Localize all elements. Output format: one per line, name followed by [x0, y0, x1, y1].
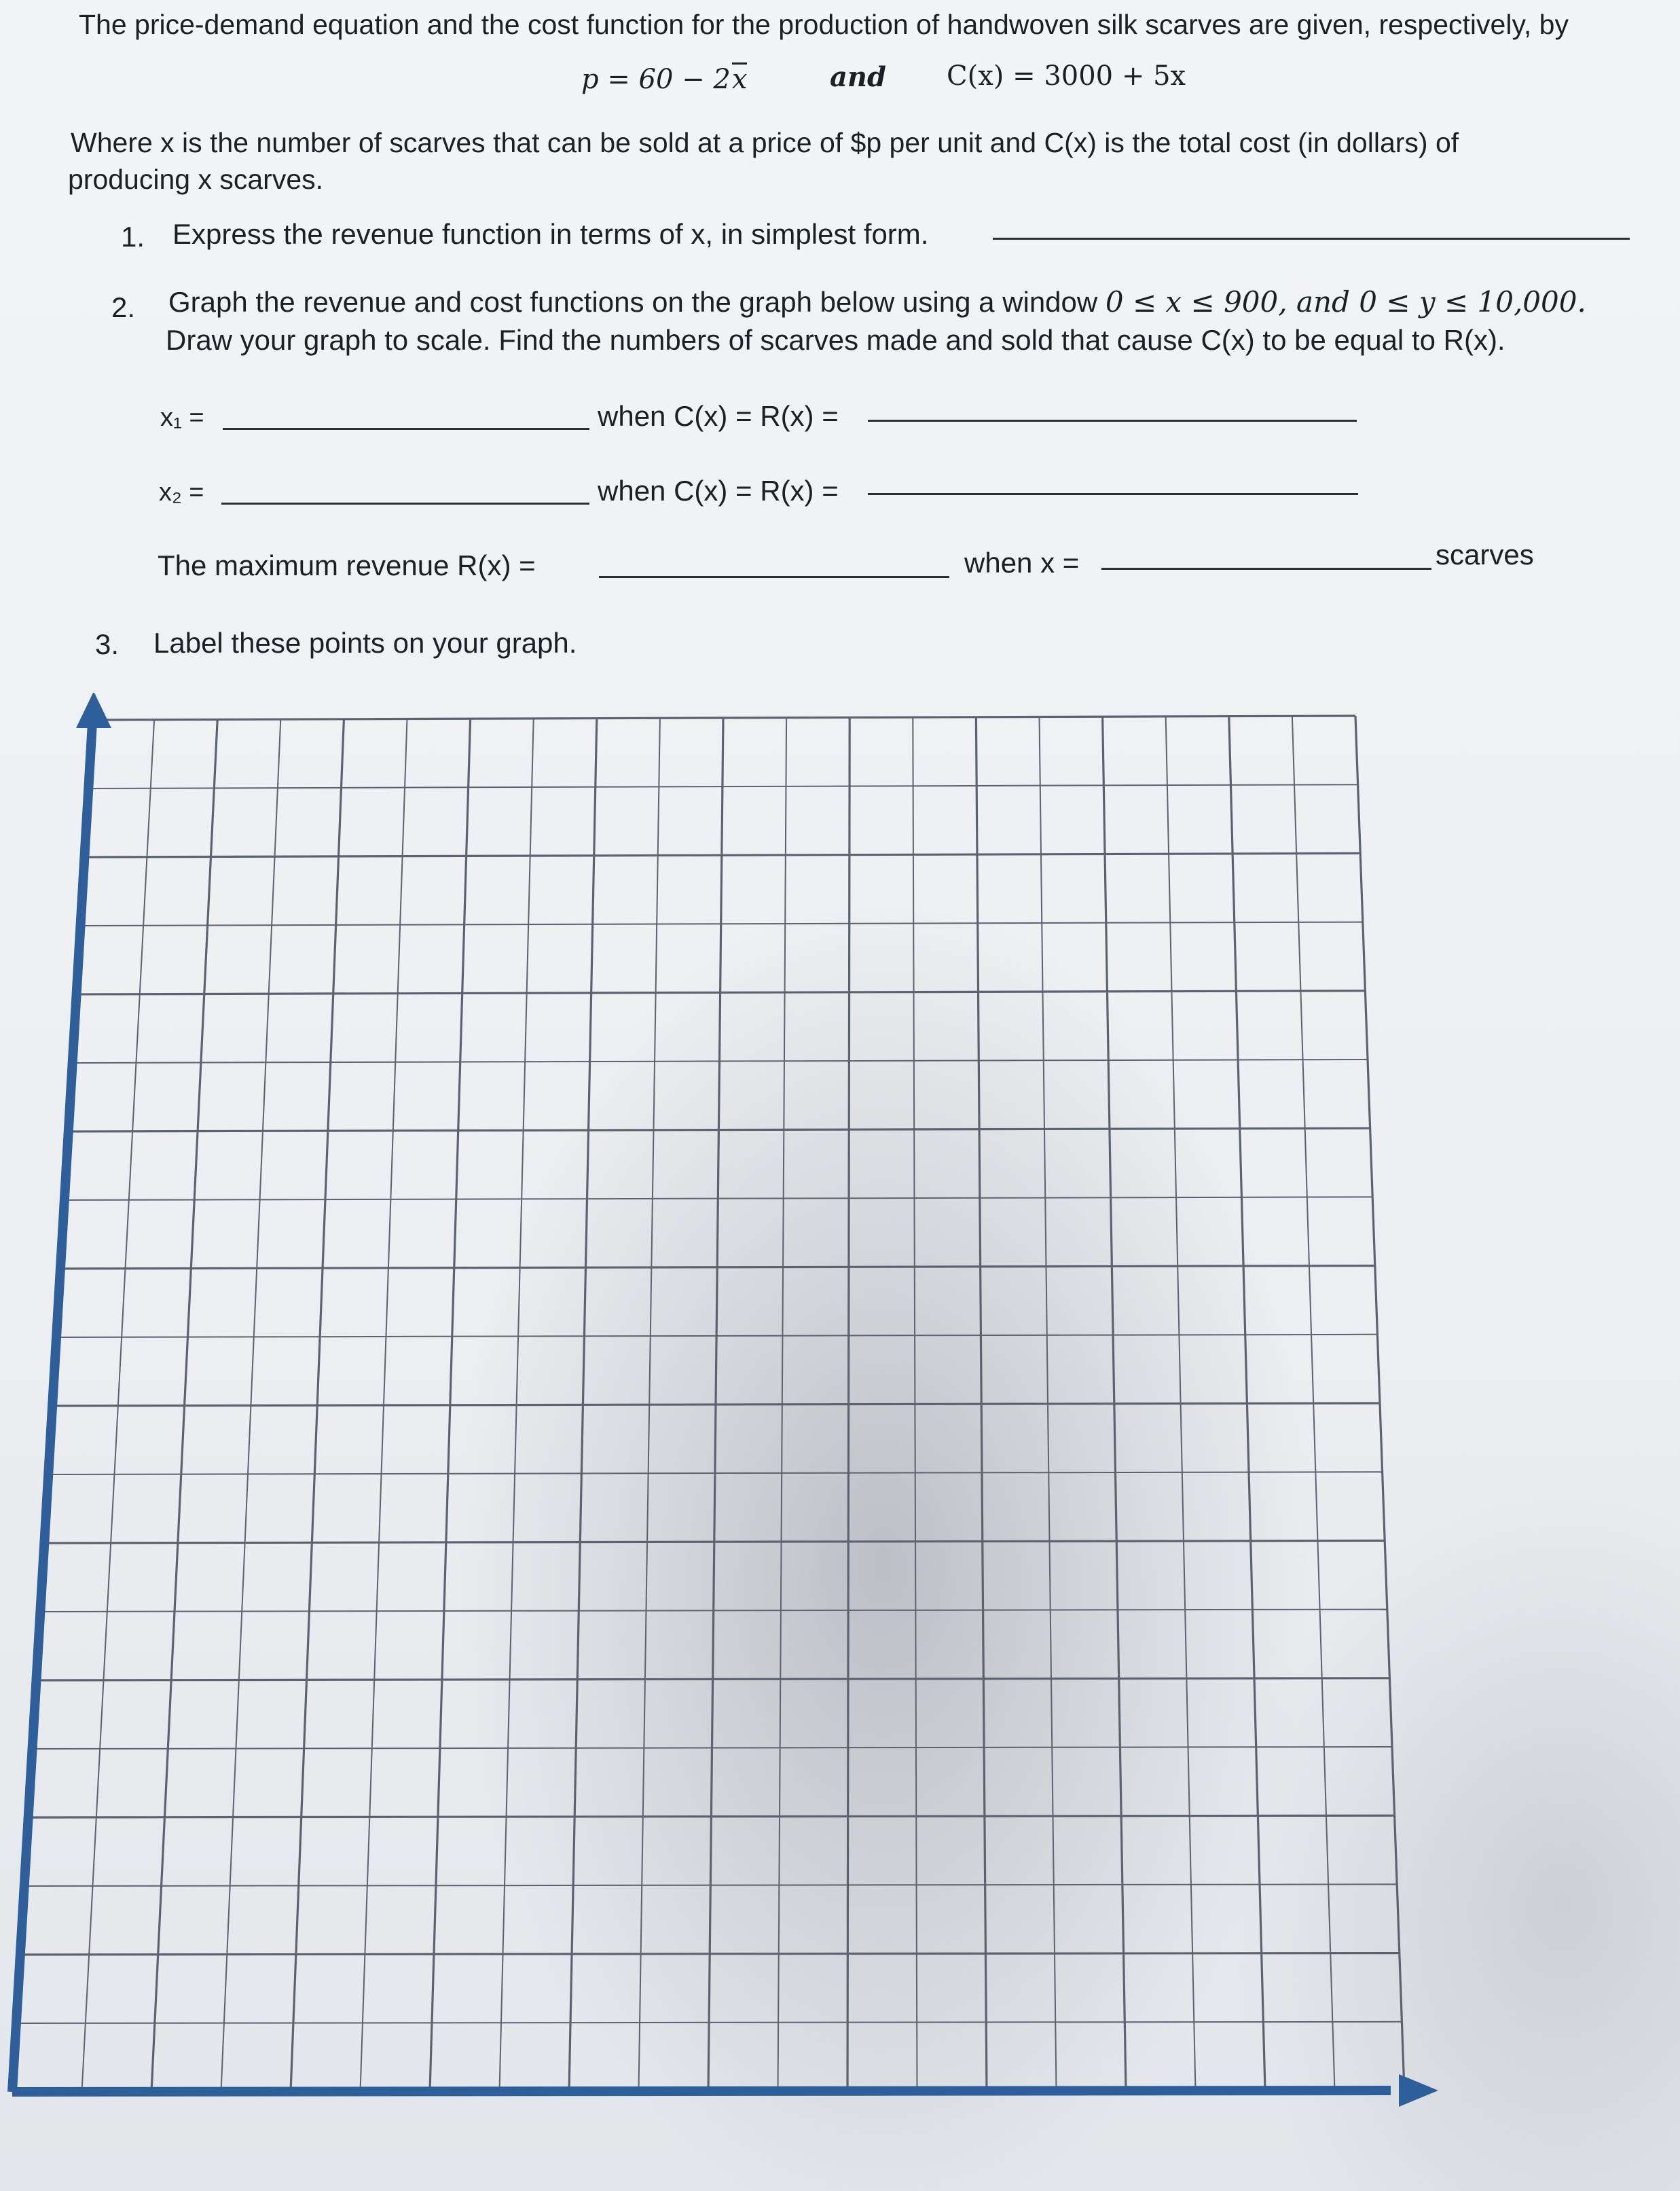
q2-line-2: Draw your graph to scale. Find the numbers of scarves made and sold that cause C(x) to be equal to R(x). [166, 324, 1505, 356]
when-x-label: when x = [964, 547, 1080, 579]
q2-line-1 [168, 285, 1586, 319]
max-revenue-label: The maximum revenue R(x) = [158, 549, 536, 581]
x1-label: x₁ = [160, 403, 204, 432]
price-equation-text: p = 60 − 2 [581, 64, 731, 95]
y-axis-arrow-icon [76, 693, 111, 728]
radicand-text: x [731, 64, 748, 95]
q3-number: 3. [95, 628, 120, 660]
graph-grid[interactable] [0, 693, 1680, 2119]
q3-text: Label these points on your graph. [153, 627, 577, 659]
max-revenue-blank[interactable] [599, 576, 949, 578]
q1-number: 1. [121, 221, 145, 253]
q1-text: Express the revenue function in terms of x, in simplest form. [172, 218, 929, 250]
x1-when-label: when C(x) = R(x) = [598, 400, 839, 432]
q2-window: 0 ≤ x ≤ 900, and 0 ≤ y ≤ 10,000. [1105, 285, 1586, 319]
x2-when-label: when C(x) = R(x) = [598, 475, 839, 507]
when-x-blank[interactable] [1101, 568, 1431, 570]
x1-value-blank[interactable] [868, 420, 1357, 422]
q2-number: 2. [111, 291, 136, 323]
price-demand-equation [581, 62, 747, 93]
sqrt-radicand [732, 62, 748, 93]
scarves-label: scarves [1436, 539, 1534, 571]
x-axis-arrow-icon [1399, 2074, 1438, 2107]
x2-value-blank[interactable] [868, 493, 1358, 495]
x-axis [12, 2090, 1391, 2092]
intro-line: The price-demand equation and the cost function for the production of handwoven silk scarves are given, respectively, by [79, 9, 1569, 40]
x1-blank[interactable] [223, 428, 589, 430]
q2-line-1-text: Graph the revenue and cost functions on the graph below using a window [168, 286, 1106, 318]
cost-equation: C(x) = 3000 + 5x [947, 60, 1186, 92]
q1-answer-blank[interactable] [993, 238, 1630, 240]
x2-label: x₂ = [159, 478, 204, 507]
where-line-1: Where x is the number of scarves that can be sold at a price of $p per unit and C(x) is the total cost (in dollars) of [71, 127, 1459, 158]
and-word: and [830, 61, 886, 93]
x2-blank[interactable] [221, 503, 589, 505]
where-line-2: producing x scarves. [68, 164, 324, 195]
